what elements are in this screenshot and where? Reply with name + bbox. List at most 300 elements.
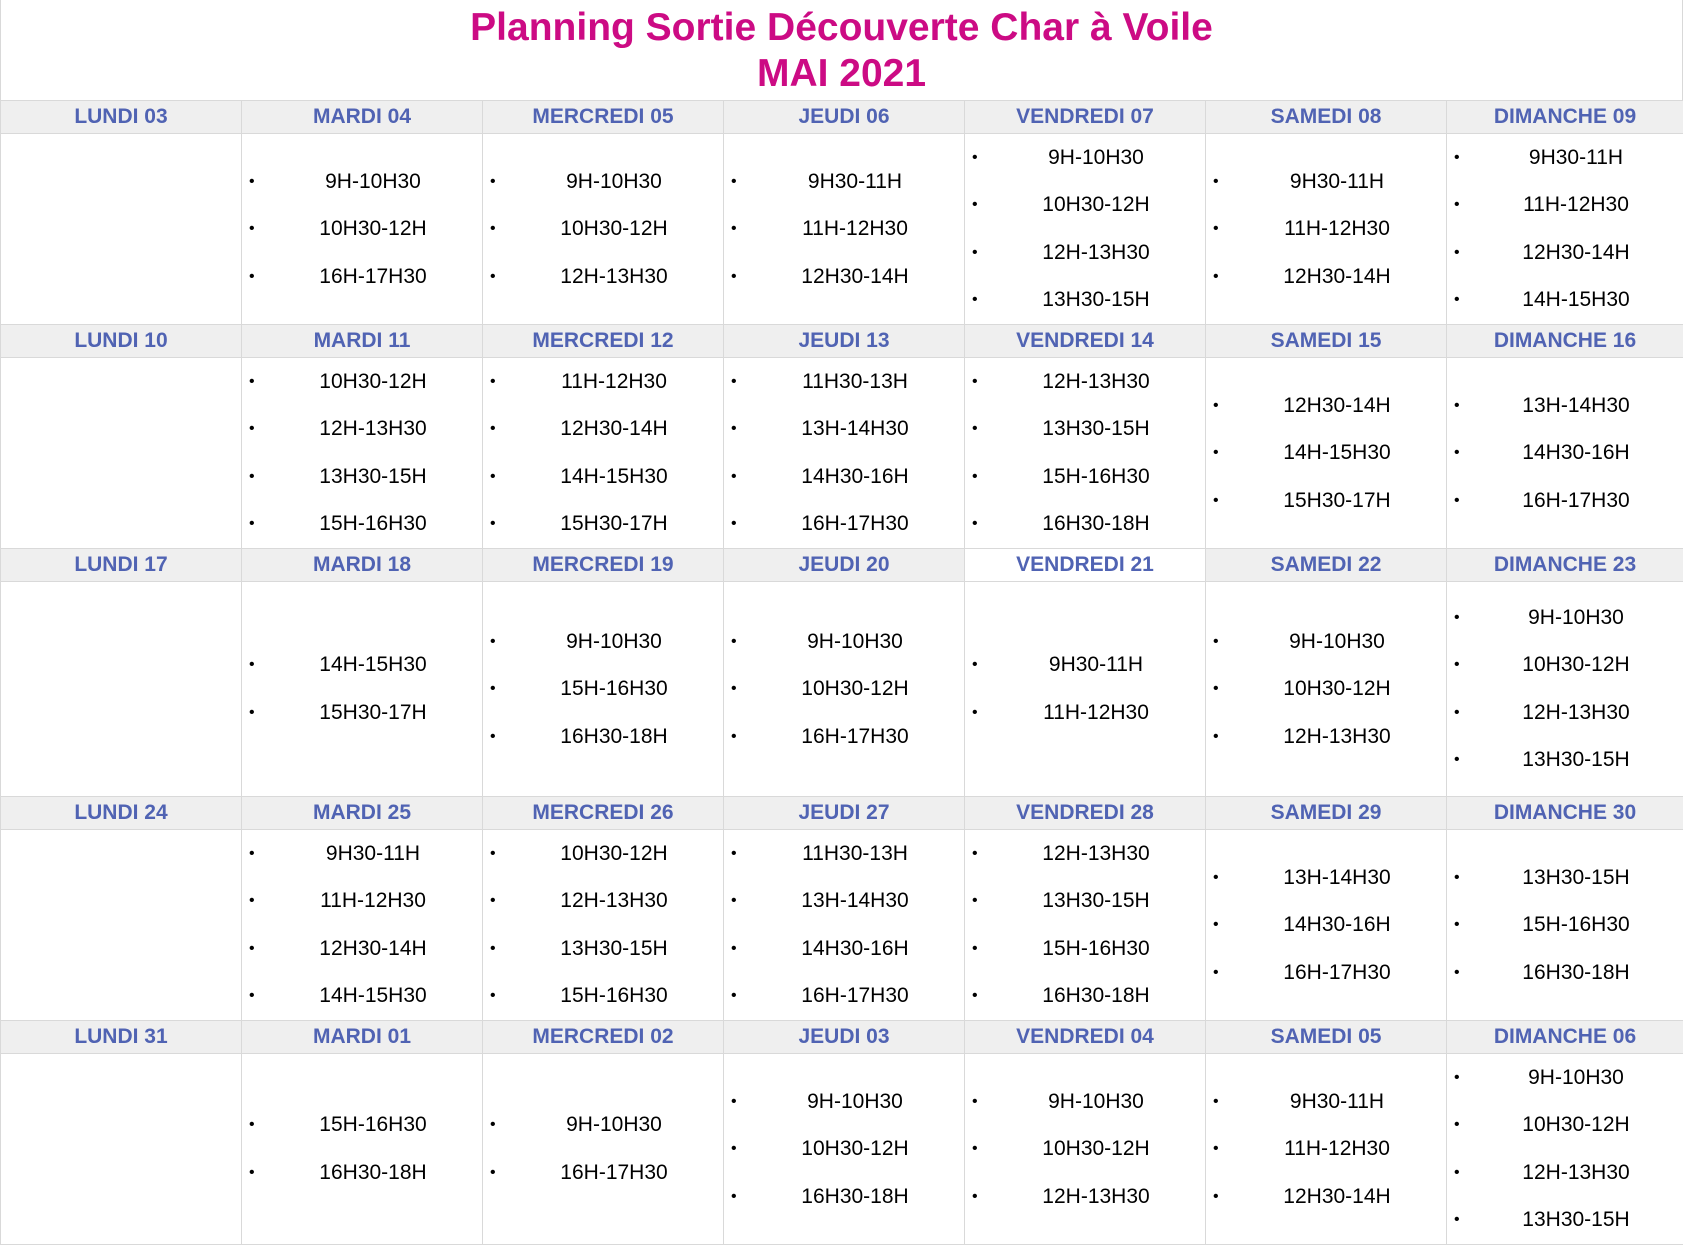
day-header: SAMEDI 08 (1206, 101, 1447, 134)
day-cell (242, 1054, 483, 1245)
bullet-icon: • (731, 373, 737, 391)
slot-list (1447, 1054, 1683, 1244)
bullet-icon: • (1454, 964, 1460, 982)
bullet-icon: • (972, 515, 978, 533)
day-cell (242, 134, 483, 325)
time-slot (965, 358, 1205, 406)
week-slots-row (1, 134, 1683, 325)
time-slot-label: 11H-12H30 (539, 370, 667, 394)
day-cell (724, 582, 965, 797)
bullet-icon: • (972, 244, 978, 262)
time-slot-label: 10H30-12H (538, 217, 667, 241)
time-slot (1206, 665, 1446, 713)
time-slot (724, 406, 964, 454)
slot-list (1206, 1078, 1446, 1221)
bullet-icon: • (1213, 1140, 1219, 1158)
time-slot (1206, 253, 1446, 301)
bullet-icon: • (249, 220, 255, 238)
time-slot (242, 453, 482, 501)
time-slot (242, 501, 482, 549)
time-slot (965, 642, 1205, 690)
time-slot-label: 13H-14H30 (779, 417, 908, 441)
bullet-icon: • (249, 468, 255, 486)
bullet-icon: • (1454, 196, 1460, 214)
time-slot-label: 14H30-16H (779, 465, 908, 489)
day-header: MERCREDI 02 (483, 1021, 724, 1054)
day-cell (1447, 582, 1683, 797)
bullet-icon: • (249, 1164, 255, 1182)
bullet-icon: • (490, 1164, 496, 1182)
time-slot (483, 925, 723, 973)
time-slot (242, 830, 482, 878)
day-header: MERCREDI 26 (483, 797, 724, 830)
time-slot-label: 15H-16H30 (1020, 937, 1149, 961)
bullet-icon: • (1454, 492, 1460, 510)
bullet-icon: • (249, 420, 255, 438)
time-slot (724, 358, 964, 406)
bullet-icon: • (249, 845, 255, 863)
day-cell (242, 582, 483, 797)
time-slot-label: 16H30-18H (1020, 984, 1149, 1008)
bullet-icon: • (972, 291, 978, 309)
time-slot (483, 406, 723, 454)
week-header-row (1, 1021, 1683, 1054)
day-cell (1, 830, 242, 1021)
slot-list (483, 618, 723, 761)
time-slot (483, 158, 723, 206)
time-slot-label: 11H-12H30 (1021, 701, 1149, 725)
day-cell (724, 134, 965, 325)
day-cell (965, 134, 1206, 325)
time-slot-label: 11H-12H30 (1262, 217, 1390, 241)
time-slot-label: 12H-13H30 (297, 417, 426, 441)
time-slot (483, 1149, 723, 1197)
slot-list (242, 642, 482, 737)
time-slot (242, 689, 482, 737)
time-slot-label: 14H30-16H (1500, 441, 1629, 465)
time-slot (965, 689, 1205, 737)
time-slot-label: 16H-17H30 (538, 1161, 667, 1185)
time-slot (1206, 901, 1446, 949)
time-slot-label: 13H30-15H (1020, 417, 1149, 441)
day-cell (1206, 134, 1447, 325)
day-cell (1206, 358, 1447, 549)
time-slot (242, 925, 482, 973)
bullet-icon: • (731, 268, 737, 286)
day-header: SAMEDI 15 (1206, 325, 1447, 358)
time-slot (965, 1173, 1205, 1221)
time-slot (1206, 158, 1446, 206)
time-slot (965, 277, 1205, 325)
time-slot (965, 229, 1205, 277)
time-slot-label: 11H-12H30 (298, 889, 426, 913)
time-slot (1447, 229, 1683, 277)
slot-list (483, 1102, 723, 1197)
bullet-icon: • (1454, 1116, 1460, 1134)
time-slot (724, 253, 964, 301)
time-slot (965, 134, 1205, 182)
time-slot-label: 13H-14H30 (779, 889, 908, 913)
time-slot-label: 11H30-13H (780, 842, 908, 866)
time-slot (1206, 205, 1446, 253)
week-header-row (1, 549, 1683, 582)
bullet-icon: • (1454, 609, 1460, 627)
bullet-icon: • (731, 680, 737, 698)
bullet-icon: • (249, 704, 255, 722)
bullet-icon: • (1213, 964, 1219, 982)
bullet-icon: • (490, 373, 496, 391)
time-slot (724, 830, 964, 878)
day-header: MARDI 25 (242, 797, 483, 830)
day-header: JEUDI 03 (724, 1021, 965, 1054)
time-slot (1447, 382, 1683, 430)
time-slot-label: 11H-12H30 (1262, 1137, 1390, 1161)
time-slot-label: 13H30-15H (1020, 288, 1149, 312)
slot-list (724, 158, 964, 301)
time-slot-label: 9H-10H30 (1026, 1090, 1144, 1114)
bullet-icon: • (1454, 1164, 1460, 1182)
time-slot (242, 205, 482, 253)
time-slot-label: 13H-14H30 (1261, 866, 1390, 890)
time-slot (965, 406, 1205, 454)
bullet-icon: • (1454, 869, 1460, 887)
bullet-icon: • (1213, 492, 1219, 510)
day-header: DIMANCHE 06 (1447, 1021, 1683, 1054)
slot-list (242, 830, 482, 1020)
page-subtitle: MAI 2021 (1, 51, 1682, 97)
bullet-icon: • (731, 987, 737, 1005)
slot-list (1447, 594, 1683, 784)
time-slot (965, 830, 1205, 878)
bullet-icon: • (1213, 869, 1219, 887)
time-slot (242, 1102, 482, 1150)
time-slot (965, 925, 1205, 973)
bullet-icon: • (972, 940, 978, 958)
day-cell (724, 358, 965, 549)
day-header: MARDI 01 (242, 1021, 483, 1054)
day-cell (1447, 134, 1683, 325)
time-slot-label: 16H-17H30 (779, 984, 908, 1008)
slot-list (724, 358, 964, 548)
bullet-icon: • (1454, 244, 1460, 262)
bullet-icon: • (972, 149, 978, 167)
time-slot-label: 9H-10H30 (785, 1090, 903, 1114)
time-slot (483, 973, 723, 1021)
time-slot-label: 14H-15H30 (297, 984, 426, 1008)
slot-list (1447, 382, 1683, 525)
bullet-icon: • (249, 1116, 255, 1134)
time-slot (1206, 854, 1446, 902)
time-slot-label: 9H-10H30 (303, 170, 421, 194)
slot-list (965, 830, 1205, 1020)
day-cell (1206, 1054, 1447, 1245)
time-slot (1447, 854, 1683, 902)
bullet-icon: • (490, 420, 496, 438)
time-slot (242, 642, 482, 690)
day-cell (1, 358, 242, 549)
time-slot (1447, 182, 1683, 230)
calendar-table (0, 100, 1683, 1245)
day-cell (1, 1054, 242, 1245)
day-cell (1206, 582, 1447, 797)
bullet-icon: • (490, 1116, 496, 1134)
bullet-icon: • (1213, 680, 1219, 698)
time-slot-label: 13H-14H30 (1500, 394, 1629, 418)
time-slot (1206, 382, 1446, 430)
slot-list (1447, 134, 1683, 324)
time-slot-label: 16H-17H30 (779, 512, 908, 536)
time-slot-label: 15H-16H30 (1020, 465, 1149, 489)
time-slot-label: 10H30-12H (779, 677, 908, 701)
time-slot-label: 15H-16H30 (297, 1113, 426, 1137)
time-slot (965, 501, 1205, 549)
time-slot-label: 12H-13H30 (1020, 241, 1149, 265)
slot-list (1447, 854, 1683, 997)
slot-list (1206, 854, 1446, 997)
time-slot (242, 158, 482, 206)
time-slot-label: 12H30-14H (779, 265, 908, 289)
bullet-icon: • (490, 468, 496, 486)
time-slot-label: 15H-16H30 (297, 512, 426, 536)
time-slot-label: 10H30-12H (1500, 653, 1629, 677)
bullet-icon: • (731, 220, 737, 238)
day-cell (242, 358, 483, 549)
time-slot-label: 16H-17H30 (1500, 489, 1629, 513)
day-header: VENDREDI 28 (965, 797, 1206, 830)
time-slot (483, 1102, 723, 1150)
time-slot-label: 13H30-15H (1500, 748, 1629, 772)
time-slot (724, 878, 964, 926)
bullet-icon: • (249, 940, 255, 958)
time-slot (1447, 1054, 1683, 1102)
day-header: VENDREDI 07 (965, 101, 1206, 134)
time-slot-label: 9H-10H30 (1267, 630, 1385, 654)
bullet-icon: • (490, 680, 496, 698)
day-header: MERCREDI 05 (483, 101, 724, 134)
slot-list (965, 358, 1205, 548)
time-slot (1447, 277, 1683, 325)
bullet-icon: • (972, 196, 978, 214)
time-slot-label: 16H30-18H (1500, 961, 1629, 985)
time-slot-label: 10H30-12H (1020, 193, 1149, 217)
day-header: JEUDI 06 (724, 101, 965, 134)
time-slot (1206, 429, 1446, 477)
day-cell (724, 1054, 965, 1245)
week-header-row (1, 325, 1683, 358)
day-cell (965, 830, 1206, 1021)
time-slot-label: 11H-12H30 (780, 217, 908, 241)
day-header: JEUDI 20 (724, 549, 965, 582)
time-slot-label: 9H30-11H (304, 842, 420, 866)
bullet-icon: • (249, 373, 255, 391)
time-slot-label: 10H30-12H (1261, 677, 1390, 701)
time-slot-label: 12H-13H30 (1500, 1161, 1629, 1185)
time-slot-label: 9H-10H30 (544, 1113, 662, 1137)
time-slot (483, 618, 723, 666)
day-cell (242, 830, 483, 1021)
bullet-icon: • (972, 373, 978, 391)
time-slot (724, 1078, 964, 1126)
slot-list (242, 358, 482, 548)
bullet-icon: • (249, 656, 255, 674)
day-header: DIMANCHE 23 (1447, 549, 1683, 582)
time-slot-label: 15H30-17H (538, 512, 667, 536)
time-slot (483, 830, 723, 878)
day-cell (483, 582, 724, 797)
time-slot (242, 878, 482, 926)
slot-list (1206, 618, 1446, 761)
time-slot (1447, 689, 1683, 737)
day-cell (483, 358, 724, 549)
page-header (0, 0, 1683, 100)
bullet-icon: • (972, 420, 978, 438)
time-slot-label: 14H-15H30 (1261, 441, 1390, 465)
time-slot (724, 925, 964, 973)
day-cell (1, 582, 242, 797)
day-header: LUNDI 24 (1, 797, 242, 830)
time-slot-label: 9H30-11H (786, 170, 902, 194)
slot-list (483, 358, 723, 548)
time-slot (965, 1078, 1205, 1126)
time-slot (1447, 429, 1683, 477)
day-cell (965, 1054, 1206, 1245)
day-cell (1447, 830, 1683, 1021)
time-slot (724, 205, 964, 253)
bullet-icon: • (490, 268, 496, 286)
time-slot-label: 12H30-14H (1261, 265, 1390, 289)
time-slot (965, 878, 1205, 926)
time-slot-label: 9H30-11H (1507, 146, 1623, 170)
slot-list (1206, 158, 1446, 301)
day-header: MARDI 18 (242, 549, 483, 582)
time-slot (724, 501, 964, 549)
time-slot-label: 9H-10H30 (1026, 146, 1144, 170)
bullet-icon: • (490, 173, 496, 191)
bullet-icon: • (249, 268, 255, 286)
time-slot (965, 973, 1205, 1021)
time-slot (1206, 618, 1446, 666)
bullet-icon: • (249, 173, 255, 191)
time-slot (242, 358, 482, 406)
time-slot (1447, 1149, 1683, 1197)
time-slot (1206, 713, 1446, 761)
time-slot-label: 16H30-18H (297, 1161, 426, 1185)
bullet-icon: • (731, 420, 737, 438)
time-slot (483, 501, 723, 549)
time-slot (724, 618, 964, 666)
bullet-icon: • (249, 892, 255, 910)
time-slot (483, 358, 723, 406)
bullet-icon: • (490, 940, 496, 958)
time-slot (1447, 642, 1683, 690)
bullet-icon: • (972, 892, 978, 910)
time-slot-label: 16H-17H30 (297, 265, 426, 289)
time-slot (483, 665, 723, 713)
bullet-icon: • (731, 1188, 737, 1206)
time-slot (242, 253, 482, 301)
slot-list (483, 158, 723, 301)
bullet-icon: • (731, 845, 737, 863)
time-slot-label: 9H30-11H (1268, 170, 1384, 194)
time-slot-label: 15H30-17H (1261, 489, 1390, 513)
day-cell (1206, 830, 1447, 1021)
bullet-icon: • (972, 1188, 978, 1206)
time-slot (724, 1173, 964, 1221)
time-slot-label: 9H-10H30 (1506, 606, 1624, 630)
bullet-icon: • (490, 987, 496, 1005)
bullet-icon: • (972, 845, 978, 863)
bullet-icon: • (1213, 444, 1219, 462)
page-title: Planning Sortie Découverte Char à Voile (1, 0, 1682, 51)
time-slot-label: 15H-16H30 (1500, 913, 1629, 937)
time-slot-label: 16H30-18H (538, 725, 667, 749)
time-slot-label: 12H-13H30 (1500, 701, 1629, 725)
bullet-icon: • (731, 173, 737, 191)
day-cell (965, 358, 1206, 549)
day-header: SAMEDI 29 (1206, 797, 1447, 830)
time-slot (724, 665, 964, 713)
time-slot-label: 10H30-12H (1020, 1137, 1149, 1161)
day-header: DIMANCHE 16 (1447, 325, 1683, 358)
day-cell (483, 830, 724, 1021)
week-header-row (1, 797, 1683, 830)
bullet-icon: • (490, 633, 496, 651)
bullet-icon: • (1213, 268, 1219, 286)
week-slots-row (1, 582, 1683, 797)
time-slot-label: 11H-12H30 (1501, 193, 1629, 217)
day-header: SAMEDI 05 (1206, 1021, 1447, 1054)
bullet-icon: • (731, 515, 737, 533)
time-slot (724, 1125, 964, 1173)
slot-list (1206, 382, 1446, 525)
day-header: JEUDI 27 (724, 797, 965, 830)
slot-list (724, 1078, 964, 1221)
slot-list (724, 618, 964, 761)
time-slot (1206, 949, 1446, 997)
bullet-icon: • (731, 940, 737, 958)
time-slot (483, 878, 723, 926)
day-header: VENDREDI 04 (965, 1021, 1206, 1054)
time-slot-label: 15H30-17H (297, 701, 426, 725)
day-header: VENDREDI 14 (965, 325, 1206, 358)
time-slot-label: 12H30-14H (1500, 241, 1629, 265)
week-header-row (1, 101, 1683, 134)
time-slot-label: 14H-15H30 (538, 465, 667, 489)
time-slot-label: 13H30-15H (1500, 1208, 1629, 1232)
time-slot (483, 205, 723, 253)
bullet-icon: • (731, 1140, 737, 1158)
day-header: LUNDI 17 (1, 549, 242, 582)
bullet-icon: • (1454, 751, 1460, 769)
time-slot-label: 9H30-11H (1027, 653, 1143, 677)
slot-list (965, 134, 1205, 324)
time-slot-label: 13H30-15H (538, 937, 667, 961)
day-header: LUNDI 03 (1, 101, 242, 134)
week-slots-row (1, 1054, 1683, 1245)
bullet-icon: • (1454, 291, 1460, 309)
day-header: DIMANCHE 09 (1447, 101, 1683, 134)
bullet-icon: • (972, 656, 978, 674)
bullet-icon: • (490, 892, 496, 910)
day-cell (1447, 358, 1683, 549)
time-slot-label: 13H30-15H (1020, 889, 1149, 913)
time-slot (965, 453, 1205, 501)
day-cell (1, 134, 242, 325)
bullet-icon: • (731, 892, 737, 910)
time-slot (1447, 134, 1683, 182)
time-slot (1447, 594, 1683, 642)
day-header: JEUDI 13 (724, 325, 965, 358)
